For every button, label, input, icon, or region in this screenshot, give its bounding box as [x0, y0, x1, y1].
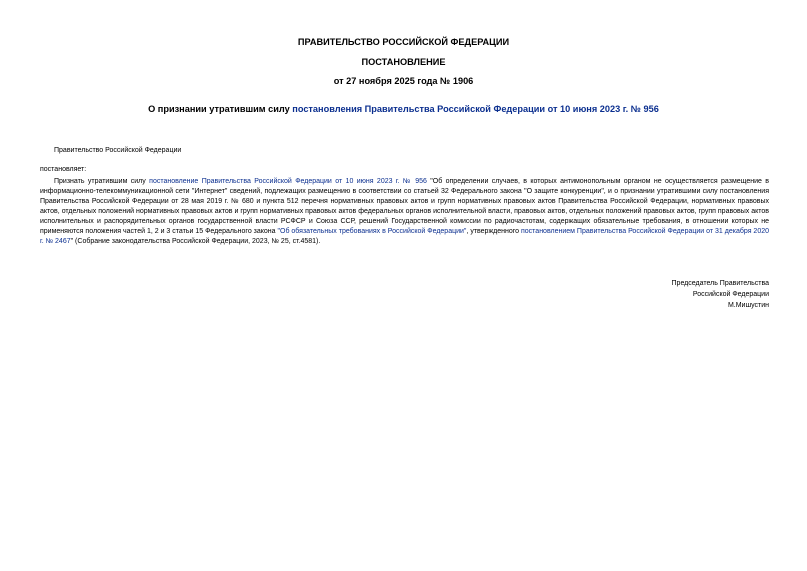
decides-label: постановляет: [40, 166, 87, 173]
body-link-mandatory-requirements-law[interactable]: "Об обязательных требованиях в Российской Федерации" [277, 228, 467, 235]
body-link-resolution-956[interactable]: постановление Правительства Российской Федерации от 10 июня 2023 г. № 956 [149, 178, 427, 185]
body-text-4: " (Собрание законодательства Российской Федерации, 2023, № 25, ст.4581). [70, 238, 321, 245]
body-text-1: Признать утратившим силу [54, 178, 150, 185]
body-paragraph [40, 177, 769, 247]
signature-block [569, 278, 769, 311]
body-link-resolution-2467[interactable]: постановлением Правительства Российской Федерации от 31 декабря 2020 г. № 2467 [40, 228, 770, 245]
body-text-3: , утвержденного [466, 228, 521, 235]
signature-position: Председатель Правительства [671, 280, 769, 287]
doc-type-heading: ПОСТАНОВЛЕНИЕ [361, 57, 446, 67]
government-heading: ПРАВИТЕЛЬСТВО РОССИЙСКОЙ ФЕДЕРАЦИИ [297, 37, 510, 47]
preamble: Правительство Российской Федерации [54, 147, 182, 154]
title-prefix: О признании утратившим силу [148, 104, 293, 114]
body-text-2: "Об определении случаев, в которых антимонопольным органом не осуществляется размещение в информационно-телекоммуникационной сети "Интернет" сведений, подлежащих размещению в соответствии со статьей 32 Федерального закона "О защите конкуренции", и о признании утратившими силу постановления Правительства Российской Федерации от 28 мая 2019 г. № 680 и пункта 512 перечня нормативных правовых актов и групп нормативных правовых актов Правительства Российской Федерации, нормативных правовых актов, отдельных положений нормативных правовых актов и групп нормативных правовых актов федеральных органов исполнительной власти, правовых актов, отдельных положений правовых актов, групп правовых актов исполнительных и распорядительных органов государственной власти РСФСР и Союза ССР, решений Государственной комиссии по радиочастотам, содержащих обязательные требования, в отношении которых не применяются положения частей 1, 2 и 3 статьи 15 Федерального закона [40, 178, 769, 235]
document-title [0, 104, 807, 115]
title-link[interactable]: постановления Правительства Российской Федерации от 10 июня 2023 г. № 956 [292, 104, 659, 114]
signature-name: М.Мишустин [727, 302, 769, 309]
date-number-heading: от 27 ноября 2025 года № 1906 [333, 76, 474, 86]
signature-organization: Российской Федерации [692, 291, 769, 298]
